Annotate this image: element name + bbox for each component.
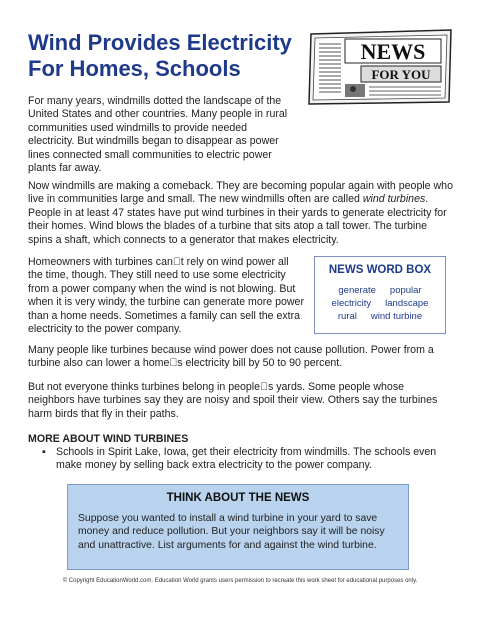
bullet-text: Schools in Spirit Lake, Iowa, get their electricity from windmills. The schools even make money by selling back extra electricity to the power company.: [56, 446, 437, 472]
word-box-row: [315, 310, 445, 323]
vocab-word: rural: [337, 311, 357, 322]
copyright-footer: © Copyright EducationWorld.com. Education World grants users permission to recreate this work sheet for educational purposes only.: [62, 578, 418, 584]
vocab-word: popular: [389, 285, 422, 296]
word-box-list: [315, 284, 445, 323]
page-title: Wind Provides Electricity For Homes, Schools: [28, 30, 292, 81]
think-about-box: [67, 484, 409, 570]
vocab-word: generate: [338, 285, 376, 296]
masthead-line2: FOR YOU: [371, 67, 431, 82]
vocab-word: landscape: [385, 298, 429, 309]
paragraph-3: Homeowners with turbines can t rely on wind power all the time, though. They still need to use some electricity from a power company when the wind is not blowing. But when it is very windy, the turbine can generate more power than a home needs. Sometimes a family can sell the extra electricity to the power company.: [28, 256, 304, 336]
paragraph-5: But not everyone thinks turbines belong in people s yards. Some people whose neighbors have turbines say they are noisy and spoil their view. Others say the turbines harm birds that fly in their paths.: [28, 381, 438, 420]
masthead-line1: NEWS: [360, 39, 426, 64]
bullet-mark: ▪: [42, 446, 46, 458]
word-box-heading: NEWS WORD BOX: [328, 264, 432, 276]
emphasis-wind-turbines: wind turbines: [362, 193, 426, 206]
think-text: Suppose you wanted to install a wind turbine in your yard to save money and reduce pollution. But your neighbors say it will be noisy and unattractive. List arguments for and against the wind turbine.: [78, 513, 385, 551]
word-box-row: [315, 284, 445, 297]
more-about-heading: MORE ABOUT WIND TURBINES: [28, 433, 189, 445]
think-heading: THINK ABOUT THE NEWS: [166, 492, 310, 504]
vocab-word: electricity: [331, 298, 372, 309]
paragraph-1: For many years, windmills dotted the landscape of the United States and other countries. Many people in rural communities used windmills to provide needed electricity. But windmills began to disappear as power lines connected small communities to electric power plants far away.: [28, 95, 288, 175]
word-box-row: [315, 297, 445, 310]
paragraph-2: Now windmills are making a comeback. They are becoming popular again with people who live in communities large and small. The new windmills often are called wind turbines. People in at least 47 states have put wind turbines in their yards to generate electricity for their homes. Wind blows the blades of a turbine that sits atop a tall tower. The turbine spins a shaft, which connects to a generator that makes electricity.: [28, 180, 453, 246]
bullet-item: [42, 446, 462, 473]
news-for-you-logo: [305, 28, 455, 106]
paragraph-4: Many people like turbines because wind power does not cause pollution. Power from a turbine also can lower a home s electricity bill by 50 to 90 percent.: [28, 344, 434, 370]
news-word-box: [314, 256, 446, 334]
vocab-word: wind turbine: [370, 311, 423, 322]
